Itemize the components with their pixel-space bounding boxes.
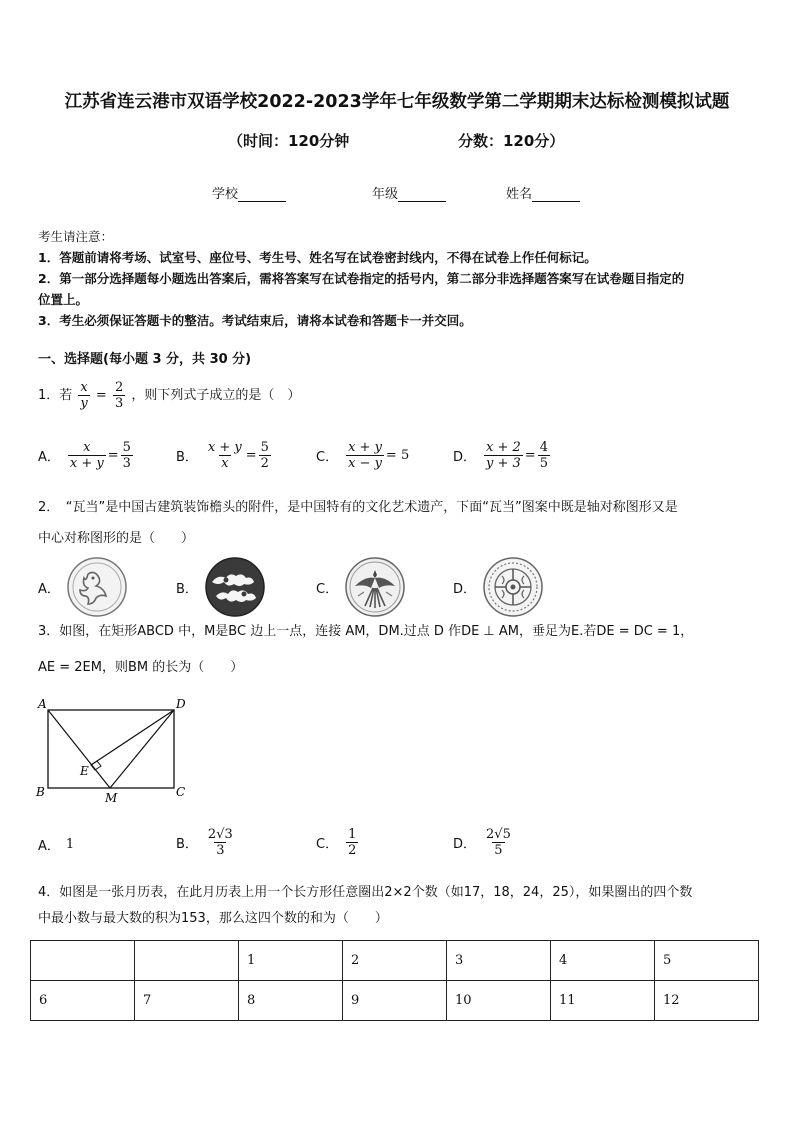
exam-score: 分数：120分） [458,132,565,150]
calendar-cell: 5 [655,941,759,981]
school-blank[interactable] [238,187,286,202]
label-c: C [176,785,186,799]
calendar-cell: 9 [343,981,447,1021]
q4-line1: 4．如图是一张月历表，在此月历表上用一个长方形任意圈出2×2个数（如17，18，24，25），如果圈出的四个数 [38,885,693,900]
name-field [506,183,580,202]
note-item: 3．考生必须保证答题卡的整洁。考试结束后，请将本试卷和答题卡一并交回。 [38,313,472,328]
calendar-cell: 1 [239,941,343,981]
label-d: D [176,697,186,711]
table-row [31,981,759,1021]
calendar-table [30,940,759,1021]
question-2 [38,497,762,550]
q3-option-a[interactable]: A． 1 [38,837,75,854]
grade-blank[interactable] [398,187,446,202]
label-b: B [36,785,45,799]
q1-suffix: ，则下列式子成立的是（ ） [131,388,301,403]
label-e: E [80,764,89,778]
exam-notes [38,226,760,331]
q1-option-d[interactable]: D． $\frac{x + 2}{y + 3}$ = $\frac{4}{5}$ [453,440,548,471]
calendar-cell: 8 [239,981,343,1021]
label-a: A [38,697,47,711]
note-item: 位置上。 [38,292,89,307]
question-3 [38,621,768,679]
q1-prefix: 1．若 [38,388,73,403]
q2-line1: 2． “瓦当”是中国古建筑装饰檐头的附件，是中国特有的文化艺术遗产，下面“瓦当”图案中既是轴对称图形又是 [38,500,678,515]
q3-line1: 3．如图，在矩形ABCD 中，M是BC 边上一点，连接 AM，DM.过点 D 作DE ⊥ AM，垂足为E.若DE = DC = 1， [38,624,694,639]
q1-option-b[interactable]: B． $\frac{x + y}{x}$ = $\frac{5}{2}$ [176,440,269,471]
q2-option-a[interactable]: A． [38,556,128,618]
note-item: 1．答题前请将考场、试室号、座位号、考生号、姓名写在试卷密封线内，不得在试卷上作任何标记。 [38,250,597,265]
section-heading: 一、选择题(每小题 3 分，共 30 分) [38,352,252,367]
calendar-cell [135,941,239,981]
cloud-tile-icon [204,556,266,618]
name-label: 姓名 [506,187,533,202]
q1-equals: = [95,388,107,403]
calendar-cell: 3 [447,941,551,981]
school-label: 学校 [212,187,239,202]
calendar-cell: 6 [31,981,135,1021]
q3-option-c[interactable]: C． $\frac{1}{2}$ [316,827,357,858]
table-row [31,941,759,981]
calendar-cell [31,941,135,981]
exam-title: 江苏省连云港市双语学校2022-2023学年七年级数学第二学期期末达标检测模拟试题 [64,92,730,112]
q2-option-c[interactable]: C． [316,556,406,618]
q1-value: $\frac{2}{3}$ [114,380,124,411]
calendar-cell: 12 [655,981,759,1021]
q1-fraction: $\frac{x}{y}$ [80,380,88,411]
question-4 [38,882,768,930]
q4-line2: 中最小数与最大数的积为153，那么这四个数的和为（ ） [38,911,388,926]
geometric-tile-icon [482,556,544,618]
q3-option-d[interactable]: D． $\frac{2√5}{5}$ [453,827,511,858]
notes-heading: 考生请注意： [38,229,114,244]
calendar-cell: 7 [135,981,239,1021]
q1-option-a[interactable]: A． $\frac{x}{x + y}$ = $\frac{5}{3}$ [38,440,131,471]
q3-option-b[interactable]: B． $\frac{2√3}{3}$ [176,827,233,858]
calendar-cell: 2 [343,941,447,981]
q2-option-b[interactable]: B． [176,556,266,618]
bird-tile-icon [344,556,406,618]
school-field [212,183,286,202]
grade-field [372,183,446,202]
q3-line2: AE = 2EM，则BM 的长为（ ） [38,660,244,675]
name-blank[interactable] [532,187,580,202]
calendar-cell: 10 [447,981,551,1021]
note-item: 2．第一部分选择题每小题选出答案后，需将答案写在试卷指定的括号内，第二部分非选择题答案写在试卷题目指定的 [38,271,685,286]
q2-option-d[interactable]: D． [453,556,544,618]
phoenix-tile-icon [66,556,128,618]
q1-option-c[interactable]: C． $\frac{x + y}{x - y}$ = 5 [316,440,410,471]
calendar-cell: 4 [551,941,655,981]
exam-time: （时间：120分钟 [228,132,350,150]
q2-line2: 中心对称图形的是（ ） [38,531,195,546]
grade-label: 年级 [372,187,399,202]
rectangle-figure [30,695,200,810]
label-m: M [105,791,118,805]
question-1 [38,380,300,411]
calendar-cell: 11 [551,981,655,1021]
